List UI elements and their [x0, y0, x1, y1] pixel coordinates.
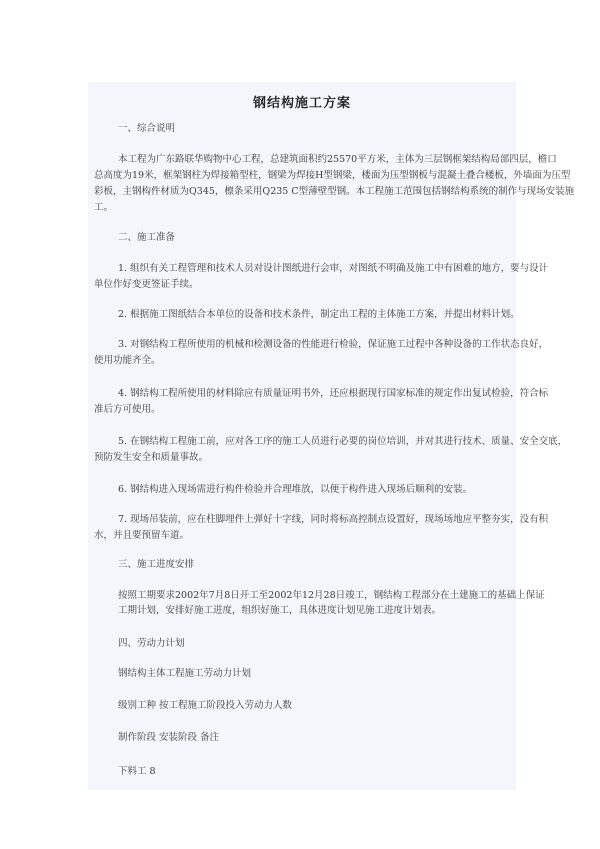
- paragraph-line: 工。: [94, 202, 114, 213]
- paragraph-line: 按照工期要求2002年7月8日开工至2002年12月28日竣工，钢结构工程部分在土建施工的基础上保证: [118, 590, 545, 601]
- list-item-line: 2. 根据施工图纸结合本单位的设备和技术条件，制定出工程的主体施工方案，并提出材料计划。: [118, 309, 520, 320]
- list-item-line: 准后方可使用。: [94, 404, 161, 415]
- paragraph-line: 总高度为19米，框架钢柱为焊接箱型柱，钢梁为焊接H型钢梁，楼面为压型钢板与混凝土叠合楼板，外墙面为压型: [94, 170, 571, 181]
- paragraph-line: 工期计划，安排好施工进度，组织好施工，具体进度计划见施工进度计划表。: [118, 605, 442, 616]
- list-item-line: 单位作好变更签证手续。: [94, 279, 199, 290]
- table-header-line: 级别工种 按工程施工阶段投入劳动力人数: [118, 700, 293, 711]
- section-heading: 三、施工进度安排: [118, 559, 195, 570]
- list-item-line: 4. 钢结构工程所使用的材料除应有质量证明书外，还应根据现行国家标准的规定作出复试检验，符合标: [118, 388, 549, 399]
- list-item-line: 5. 在钢结构工程施工前，应对各工序的施工人员进行必要的岗位培训，并对其进行技术、质量、安全交底，: [118, 436, 568, 447]
- document-title: 钢结构施工方案: [252, 96, 351, 111]
- section-heading: 四、劳动力计划: [118, 638, 185, 649]
- list-item-line: 6. 钢结构进入现场需进行构件检验并合理堆放，以便于构件进入现场后顺利的安装。: [118, 484, 473, 495]
- list-item-line: 使用功能齐全。: [94, 355, 161, 366]
- paragraph-line: 彩板，主钢构件材质为Q345，檩条采用Q235 C型薄壁型钢。本工程施工范围包括钢结构系统的制作与现场安装施: [94, 186, 575, 197]
- list-item-line: 7. 现场吊装前，应在柱脚埋件上弹好十字线，同时将标高控制点设置好，现场场地应平整夯实，没有积: [118, 514, 549, 525]
- list-item-line: 水，并且要预留车道。: [94, 530, 190, 541]
- paragraph-line: 钢结构主体工程施工劳动力计划: [118, 668, 252, 679]
- section-heading: 二、施工准备: [118, 232, 176, 243]
- paragraph-line: 本工程为广东路联华购物中心工程，总建筑面积约25570平方米，主体为三层钢框架结构局部四层，檐口: [118, 154, 557, 165]
- list-item-line: 1. 组织有关工程管理和技术人员对设计图纸进行会审，对图纸不明确及施工中有困难的地方，要与设计: [118, 263, 549, 274]
- table-header-line: 制作阶段 安装阶段 备注: [118, 732, 220, 743]
- list-item-line: 预防发生安全和质量事故。: [94, 452, 209, 463]
- section-heading: 一、综合说明: [118, 123, 176, 134]
- document-page: [88, 82, 575, 790]
- list-item-line: 3. 对钢结构工程所使用的机械和检测设备的性能进行检验，保证施工过程中各种设备的工作状态良好，: [118, 339, 549, 350]
- table-row: 下料工 8: [118, 766, 156, 777]
